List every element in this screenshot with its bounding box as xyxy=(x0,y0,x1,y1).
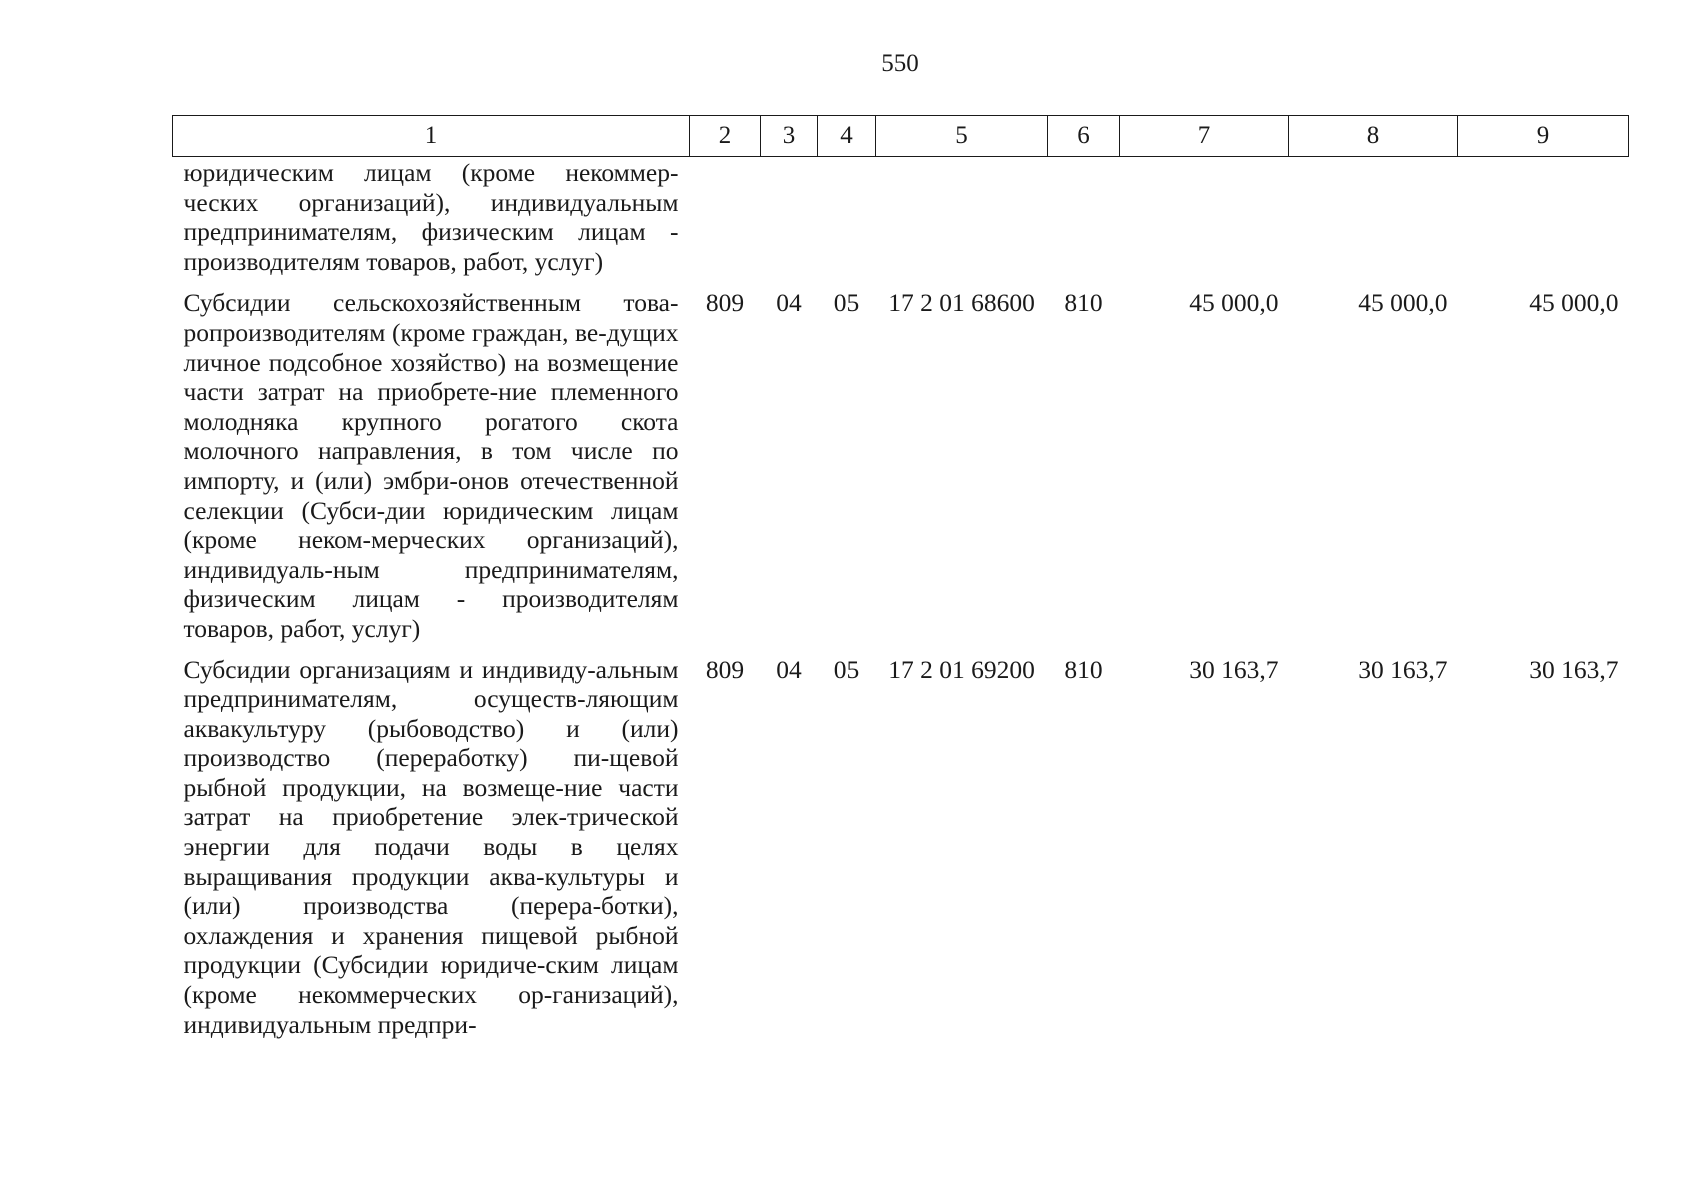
row-ministry-code: 809 xyxy=(705,288,745,318)
row-amount-col7: 30 163,7 xyxy=(1189,654,1279,684)
column-header-5: 5 xyxy=(876,116,1048,157)
column-header-6: 6 xyxy=(1048,116,1120,157)
column-header-8: 8 xyxy=(1289,116,1458,157)
row-target-article: 17 2 01 68600 xyxy=(888,288,1035,318)
table-row-continuation xyxy=(173,157,1629,289)
row-expense-type: 810 xyxy=(1064,288,1103,318)
column-header-4: 4 xyxy=(818,116,876,157)
row-description: Субсидии организациям и индивиду-альным предпринимателям, осуществ-ляющим аквакультуру (рыбоводство) и (или) производство (переработку) пи-щевой рыбной продукции, на возмеще-ние части затрат на приобретение элек-трической энергии для подачи воды в целях выращивания продукции аква-культуры и (или) производства (перера-ботки), охлаждения и хранения пищевой рыбной продукции (Субсидии юридиче-ским лицам (кроме некоммерческих ор-ганизаций), индивидуальным предпри- xyxy=(183,654,679,1039)
row-subsection-code: 05 xyxy=(833,288,860,318)
row-description: Субсидии сельскохозяйственным това-ропроизводителям (кроме граждан, ве-дущих личное подсобное хозяйство) на возмещение части затрат на приобрете-ние племенного молодняка крупного рогатого скота молочного направления, в том числе по импорту, и (или) эмбри-онов отечественной селекции (Субси-дии юридическим лицам (кроме неком-мерческих организаций), индивидуаль-ным предпринимателям, физическим лицам - производителям товаров, работ, услуг) xyxy=(183,288,679,643)
column-header-2: 2 xyxy=(690,116,761,157)
table-row xyxy=(173,288,1629,654)
column-header-9: 9 xyxy=(1458,116,1629,157)
column-header-3: 3 xyxy=(761,116,818,157)
row-amount-col8: 30 163,7 xyxy=(1358,654,1448,684)
page-number: 550 xyxy=(881,50,919,77)
budget-table xyxy=(172,115,1629,1039)
column-header-1: 1 xyxy=(173,116,690,157)
table-row xyxy=(173,655,1629,1040)
row-amount-col7: 45 000,0 xyxy=(1189,288,1279,318)
row-ministry-code: 809 xyxy=(705,654,745,684)
row-section-code: 04 xyxy=(776,288,802,318)
row-description: юридическим лицам (кроме некоммер-ческих организаций), индивидуальным предпринимателям, физическим лицам - производителям товаров, работ, услуг) xyxy=(183,158,679,276)
row-section-code: 04 xyxy=(776,654,802,684)
row-amount-col9: 45 000,0 xyxy=(1529,288,1619,318)
column-header-7: 7 xyxy=(1120,116,1289,157)
row-amount-col8: 45 000,0 xyxy=(1358,288,1448,318)
row-amount-col9: 30 163,7 xyxy=(1529,654,1619,684)
table-header-row xyxy=(173,116,1629,157)
row-subsection-code: 05 xyxy=(833,654,860,684)
row-expense-type: 810 xyxy=(1064,654,1103,684)
row-target-article: 17 2 01 69200 xyxy=(888,654,1035,684)
